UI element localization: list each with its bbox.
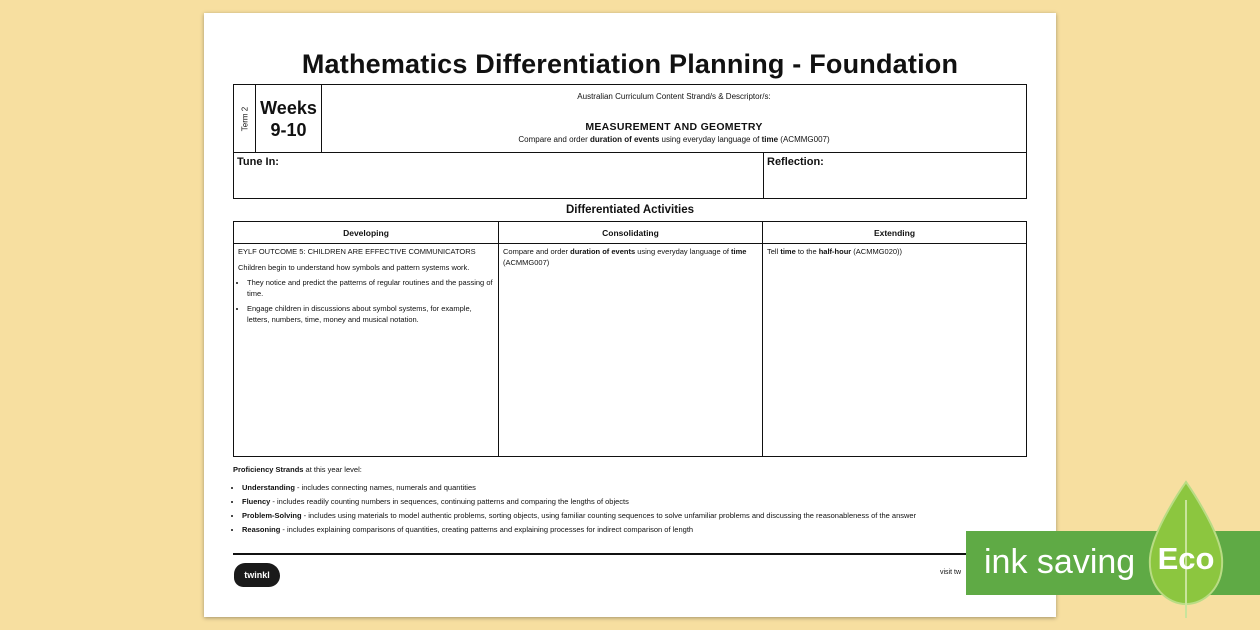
strand-name: Fluency xyxy=(242,497,271,506)
developing-intro: Children begin to understand how symbols and pattern systems work. xyxy=(238,262,470,272)
proficiency-title xyxy=(233,463,1033,477)
proficiency-title-rest: at this year level: xyxy=(303,465,362,474)
list-item: • Engage children in discussions about symbol systems, for example, letters, numbers, time, money and musical notation. xyxy=(247,304,494,325)
strand-name: Understanding xyxy=(242,483,295,492)
extending-header: Extending xyxy=(763,222,1026,244)
strand-text: - includes connecting names, numerals and quantities xyxy=(294,483,476,492)
activity-text: Compare and order xyxy=(503,247,571,256)
reflection-cell xyxy=(764,153,1026,198)
tune-in-cell xyxy=(234,153,764,198)
consolidating-body xyxy=(499,244,762,271)
developing-header: Developing xyxy=(234,222,498,244)
proficiency-list xyxy=(233,481,1033,537)
footer-divider xyxy=(233,553,1027,555)
list-item xyxy=(242,495,1033,509)
weeks-cell xyxy=(256,85,322,152)
visit-text: visit tw xyxy=(940,569,961,576)
activity-code: (ACMMG007) xyxy=(503,257,550,267)
activities-table xyxy=(233,221,1027,457)
reflection-label: Reflection: xyxy=(767,156,824,168)
planning-sheet xyxy=(204,13,1056,617)
weeks-range: 9-10 xyxy=(270,120,307,140)
page-title: Mathematics Differentiation Planning - Foundation xyxy=(301,49,959,79)
header-box xyxy=(233,84,1027,153)
strand-text: - includes using materials to model authentic problems, sorting objects, using familiar counting sequences to solve unfamiliar problems and discussing the reasonableness of the answer xyxy=(301,511,917,520)
curriculum-label: Australian Curriculum Content Strand/s & Descriptor/s: xyxy=(577,92,771,101)
activity-bold: duration of events xyxy=(570,247,636,256)
descriptor-text: using everyday language of xyxy=(659,135,762,144)
developing-bullets xyxy=(238,278,494,325)
strand-name: Reasoning xyxy=(242,525,281,534)
extending-column xyxy=(763,222,1026,456)
descriptor-text: Compare and order xyxy=(518,135,590,144)
activity-bold: half-hour xyxy=(818,247,852,256)
eylf-outcome: EYLF OUTCOME 5: CHILDREN ARE EFFECTIVE COMMUNICATORS xyxy=(238,247,476,256)
list-item xyxy=(242,523,1033,537)
proficiency-title-bold: Proficiency Strands xyxy=(233,465,304,474)
eco-leaf-badge xyxy=(1146,480,1226,620)
activity-code: (ACMMG020)) xyxy=(851,247,903,256)
tune-reflection-box xyxy=(233,152,1027,199)
strand-text: - includes readily counting numbers in sequences, continuing patterns and comparing the lengths of objects xyxy=(270,497,629,506)
extending-body xyxy=(763,244,1026,261)
strand-text: - includes explaining comparisons of quantities, creating patterns and explaining processes for indirect comparison of length xyxy=(280,525,694,534)
consolidating-header: Consolidating xyxy=(499,222,762,244)
activity-bold: time xyxy=(780,247,796,256)
eco-label: Eco xyxy=(1157,541,1215,576)
descriptor xyxy=(322,135,1026,144)
differentiated-heading: Differentiated Activities xyxy=(565,204,695,216)
developing-column xyxy=(234,222,499,456)
list-item xyxy=(242,509,1033,523)
descriptor-bold: time xyxy=(761,135,779,144)
term-cell xyxy=(234,85,256,152)
descriptor-code: (ACMMG007) xyxy=(778,135,830,144)
list-item: • They notice and predict the patterns of regular routines and the passing of time. xyxy=(247,278,494,299)
ink-saving-label: ink saving xyxy=(984,543,1136,581)
developing-body xyxy=(234,244,498,333)
term-label: Term 2 xyxy=(240,106,249,131)
weeks-label: Weeks xyxy=(260,98,317,118)
consolidating-column xyxy=(499,222,763,456)
activity-text: Tell xyxy=(767,247,781,256)
activity-text: using everyday language of xyxy=(635,247,732,256)
curriculum-cell xyxy=(322,85,1026,152)
proficiency-strands xyxy=(233,463,1033,537)
twinkl-logo: twinkl xyxy=(234,563,280,587)
strand-title: MEASUREMENT AND GEOMETRY xyxy=(585,121,763,133)
activity-text: to the xyxy=(795,247,819,256)
tune-in-label: Tune In: xyxy=(237,156,279,168)
strand-name: Problem-Solving xyxy=(242,511,302,520)
descriptor-bold: duration of events xyxy=(589,135,660,144)
list-item xyxy=(242,481,1033,495)
activity-bold: time xyxy=(731,247,747,256)
